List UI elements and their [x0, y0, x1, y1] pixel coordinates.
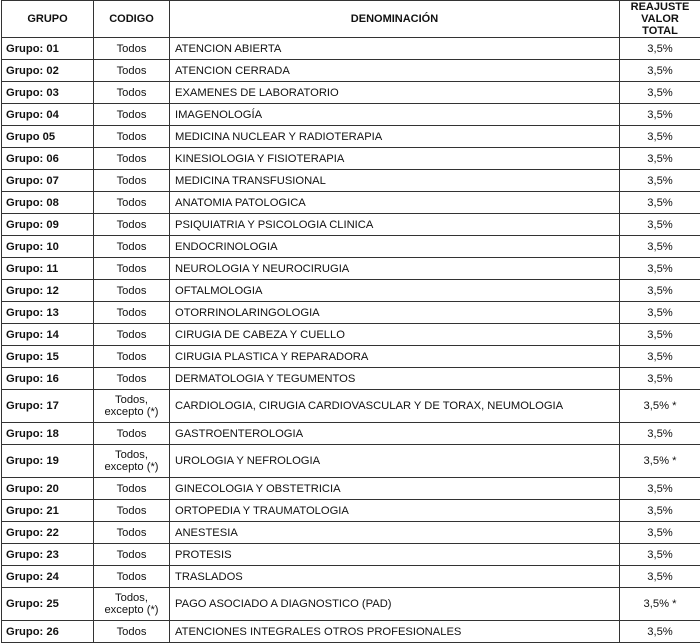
codigo-line2: excepto (*) — [104, 604, 158, 616]
reajuste-cell: 3,5% — [620, 566, 700, 588]
header-reajuste-line2: VALOR TOTAL — [641, 13, 679, 37]
grupo-cell: Grupo: 21 — [2, 500, 94, 522]
reajuste-cell: 3,5% — [620, 258, 700, 280]
codigo-line1: Todos, — [115, 394, 148, 406]
denominacion-cell: ANESTESIA — [170, 522, 620, 544]
reajuste-cell: 3,5% — [620, 302, 700, 324]
codigo-cell — [94, 500, 170, 522]
denominacion-cell: GINECOLOGIA Y OBSTETRICIA — [170, 478, 620, 500]
codigo-cell — [94, 104, 170, 126]
table-row — [2, 544, 700, 566]
grupo-cell: Grupo: 04 — [2, 104, 94, 126]
table-row — [2, 82, 700, 104]
grupo-cell: Grupo: 11 — [2, 258, 94, 280]
grupo-cell: Grupo: 19 — [2, 445, 94, 478]
reajuste-cell: 3,5% — [620, 478, 700, 500]
codigo-text: Todos — [117, 87, 147, 99]
codigo-text: Todos — [117, 571, 147, 583]
table-row — [2, 522, 700, 544]
reajuste-cell: 3,5% — [620, 544, 700, 566]
table-row — [2, 445, 700, 478]
reajuste-table — [1, 0, 700, 643]
codigo-text: Todos — [117, 285, 147, 297]
denominacion-cell: TRASLADOS — [170, 566, 620, 588]
codigo-line1: Todos, — [115, 592, 148, 604]
denominacion-cell: OTORRINOLARINGOLOGIA — [170, 302, 620, 324]
codigo-cell — [94, 82, 170, 104]
codigo-cell — [94, 390, 170, 423]
codigo-cell — [94, 258, 170, 280]
grupo-cell: Grupo: 26 — [2, 621, 94, 643]
grupo-cell: Grupo: 18 — [2, 423, 94, 445]
table-row — [2, 192, 700, 214]
denominacion-cell: NEUROLOGIA Y NEUROCIRUGIA — [170, 258, 620, 280]
denominacion-cell: PROTESIS — [170, 544, 620, 566]
reajuste-cell: 3,5% — [620, 280, 700, 302]
codigo-line1: Todos, — [115, 449, 148, 461]
grupo-cell: Grupo: 13 — [2, 302, 94, 324]
codigo-cell — [94, 445, 170, 478]
codigo-cell — [94, 38, 170, 60]
table-row — [2, 346, 700, 368]
codigo-text: Todos — [117, 65, 147, 77]
denominacion-cell: ATENCIONES INTEGRALES OTROS PROFESIONALES — [170, 621, 620, 643]
codigo-cell — [94, 302, 170, 324]
codigo-cell — [94, 192, 170, 214]
table-row — [2, 621, 700, 643]
reajuste-cell: 3,5% — [620, 82, 700, 104]
table-row — [2, 258, 700, 280]
grupo-cell: Grupo: 20 — [2, 478, 94, 500]
table-row — [2, 390, 700, 423]
table-row — [2, 566, 700, 588]
denominacion-cell: PSIQUIATRIA Y PSICOLOGIA CLINICA — [170, 214, 620, 236]
header-reajuste-line1: REAJUSTE — [631, 1, 690, 13]
codigo-cell — [94, 236, 170, 258]
table-row — [2, 170, 700, 192]
codigo-cell — [94, 346, 170, 368]
denominacion-cell: DERMATOLOGIA Y TEGUMENTOS — [170, 368, 620, 390]
denominacion-cell: CARDIOLOGIA, CIRUGIA CARDIOVASCULAR Y DE TORAX, NEUMOLOGIA — [170, 390, 620, 423]
grupo-cell: Grupo 05 — [2, 126, 94, 148]
reajuste-cell: 3,5% * — [620, 588, 700, 621]
codigo-text: Todos — [117, 626, 147, 638]
codigo-text: Todos — [117, 153, 147, 165]
reajuste-cell: 3,5% — [620, 500, 700, 522]
codigo-text: Todos — [117, 549, 147, 561]
grupo-cell: Grupo: 01 — [2, 38, 94, 60]
denominacion-cell: ANATOMIA PATOLOGICA — [170, 192, 620, 214]
reajuste-cell: 3,5% — [620, 522, 700, 544]
reajuste-cell: 3,5% — [620, 104, 700, 126]
codigo-text: Todos — [117, 109, 147, 121]
codigo-cell — [94, 522, 170, 544]
codigo-cell — [94, 170, 170, 192]
table-row — [2, 148, 700, 170]
codigo-text: Todos — [117, 43, 147, 55]
denominacion-cell: OFTALMOLOGIA — [170, 280, 620, 302]
reajuste-cell: 3,5% — [620, 214, 700, 236]
denominacion-cell: GASTROENTEROLOGIA — [170, 423, 620, 445]
codigo-cell — [94, 324, 170, 346]
grupo-cell: Grupo: 08 — [2, 192, 94, 214]
table-row — [2, 280, 700, 302]
grupo-cell: Grupo: 06 — [2, 148, 94, 170]
grupo-cell: Grupo: 23 — [2, 544, 94, 566]
table-row — [2, 423, 700, 445]
reajuste-cell: 3,5% — [620, 324, 700, 346]
denominacion-cell: CIRUGIA DE CABEZA Y CUELLO — [170, 324, 620, 346]
denominacion-cell: MEDICINA TRANSFUSIONAL — [170, 170, 620, 192]
grupo-cell: Grupo: 24 — [2, 566, 94, 588]
reajuste-cell: 3,5% * — [620, 445, 700, 478]
table-row — [2, 324, 700, 346]
grupo-cell: Grupo: 14 — [2, 324, 94, 346]
table-row — [2, 60, 700, 82]
grupo-cell: Grupo: 12 — [2, 280, 94, 302]
codigo-cell — [94, 544, 170, 566]
codigo-text: Todos — [117, 483, 147, 495]
denominacion-cell: ATENCION CERRADA — [170, 60, 620, 82]
codigo-text: Todos — [117, 175, 147, 187]
grupo-cell: Grupo: 17 — [2, 390, 94, 423]
reajuste-cell: 3,5% — [620, 38, 700, 60]
denominacion-cell: CIRUGIA PLASTICA Y REPARADORA — [170, 346, 620, 368]
denominacion-cell: IMAGENOLOGÍA — [170, 104, 620, 126]
reajuste-cell: 3,5% — [620, 236, 700, 258]
denominacion-cell: MEDICINA NUCLEAR Y RADIOTERAPIA — [170, 126, 620, 148]
codigo-text: Todos — [117, 351, 147, 363]
codigo-cell — [94, 214, 170, 236]
grupo-cell: Grupo: 02 — [2, 60, 94, 82]
table-row — [2, 478, 700, 500]
denominacion-cell: KINESIOLOGIA Y FISIOTERAPIA — [170, 148, 620, 170]
codigo-line2: excepto (*) — [104, 461, 158, 473]
table-row — [2, 214, 700, 236]
codigo-cell — [94, 368, 170, 390]
denominacion-cell: ENDOCRINOLOGIA — [170, 236, 620, 258]
grupo-cell: Grupo: 10 — [2, 236, 94, 258]
codigo-text: Todos — [117, 263, 147, 275]
codigo-cell — [94, 280, 170, 302]
denominacion-cell: PAGO ASOCIADO A DIAGNOSTICO (PAD) — [170, 588, 620, 621]
header-denominacion: DENOMINACIÓN — [170, 1, 620, 38]
codigo-text: Todos — [117, 428, 147, 440]
codigo-text: Todos — [117, 219, 147, 231]
reajuste-cell: 3,5% — [620, 148, 700, 170]
codigo-cell — [94, 588, 170, 621]
table-row — [2, 302, 700, 324]
codigo-line2: excepto (*) — [104, 406, 158, 418]
codigo-text: Todos — [117, 307, 147, 319]
grupo-cell: Grupo: 07 — [2, 170, 94, 192]
reajuste-cell: 3,5% * — [620, 390, 700, 423]
table-row — [2, 500, 700, 522]
codigo-text: Todos — [117, 373, 147, 385]
table-row — [2, 104, 700, 126]
denominacion-cell: EXAMENES DE LABORATORIO — [170, 82, 620, 104]
grupo-cell: Grupo: 16 — [2, 368, 94, 390]
codigo-cell — [94, 423, 170, 445]
grupo-cell: Grupo: 15 — [2, 346, 94, 368]
codigo-text: Todos — [117, 131, 147, 143]
codigo-cell — [94, 148, 170, 170]
grupo-cell: Grupo: 09 — [2, 214, 94, 236]
codigo-cell — [94, 621, 170, 643]
table-row — [2, 126, 700, 148]
codigo-cell — [94, 60, 170, 82]
header-reajuste — [620, 1, 700, 38]
codigo-cell — [94, 566, 170, 588]
grupo-cell: Grupo: 22 — [2, 522, 94, 544]
table-row — [2, 38, 700, 60]
reajuste-cell: 3,5% — [620, 621, 700, 643]
header-grupo: GRUPO — [2, 1, 94, 38]
table-row — [2, 368, 700, 390]
reajuste-cell: 3,5% — [620, 192, 700, 214]
header-row — [2, 1, 700, 38]
codigo-text: Todos — [117, 329, 147, 341]
reajuste-cell: 3,5% — [620, 126, 700, 148]
grupo-cell: Grupo: 03 — [2, 82, 94, 104]
table-row — [2, 588, 700, 621]
denominacion-cell: ORTOPEDIA Y TRAUMATOLOGIA — [170, 500, 620, 522]
grupo-cell: Grupo: 25 — [2, 588, 94, 621]
reajuste-cell: 3,5% — [620, 170, 700, 192]
table-row — [2, 236, 700, 258]
reajuste-cell: 3,5% — [620, 346, 700, 368]
reajuste-cell: 3,5% — [620, 60, 700, 82]
codigo-text: Todos — [117, 197, 147, 209]
header-codigo: CODIGO — [94, 1, 170, 38]
denominacion-cell: ATENCION ABIERTA — [170, 38, 620, 60]
reajuste-cell: 3,5% — [620, 423, 700, 445]
codigo-text: Todos — [117, 505, 147, 517]
codigo-text: Todos — [117, 527, 147, 539]
codigo-cell — [94, 126, 170, 148]
codigo-text: Todos — [117, 241, 147, 253]
reajuste-cell: 3,5% — [620, 368, 700, 390]
denominacion-cell: UROLOGIA Y NEFROLOGIA — [170, 445, 620, 478]
codigo-cell — [94, 478, 170, 500]
